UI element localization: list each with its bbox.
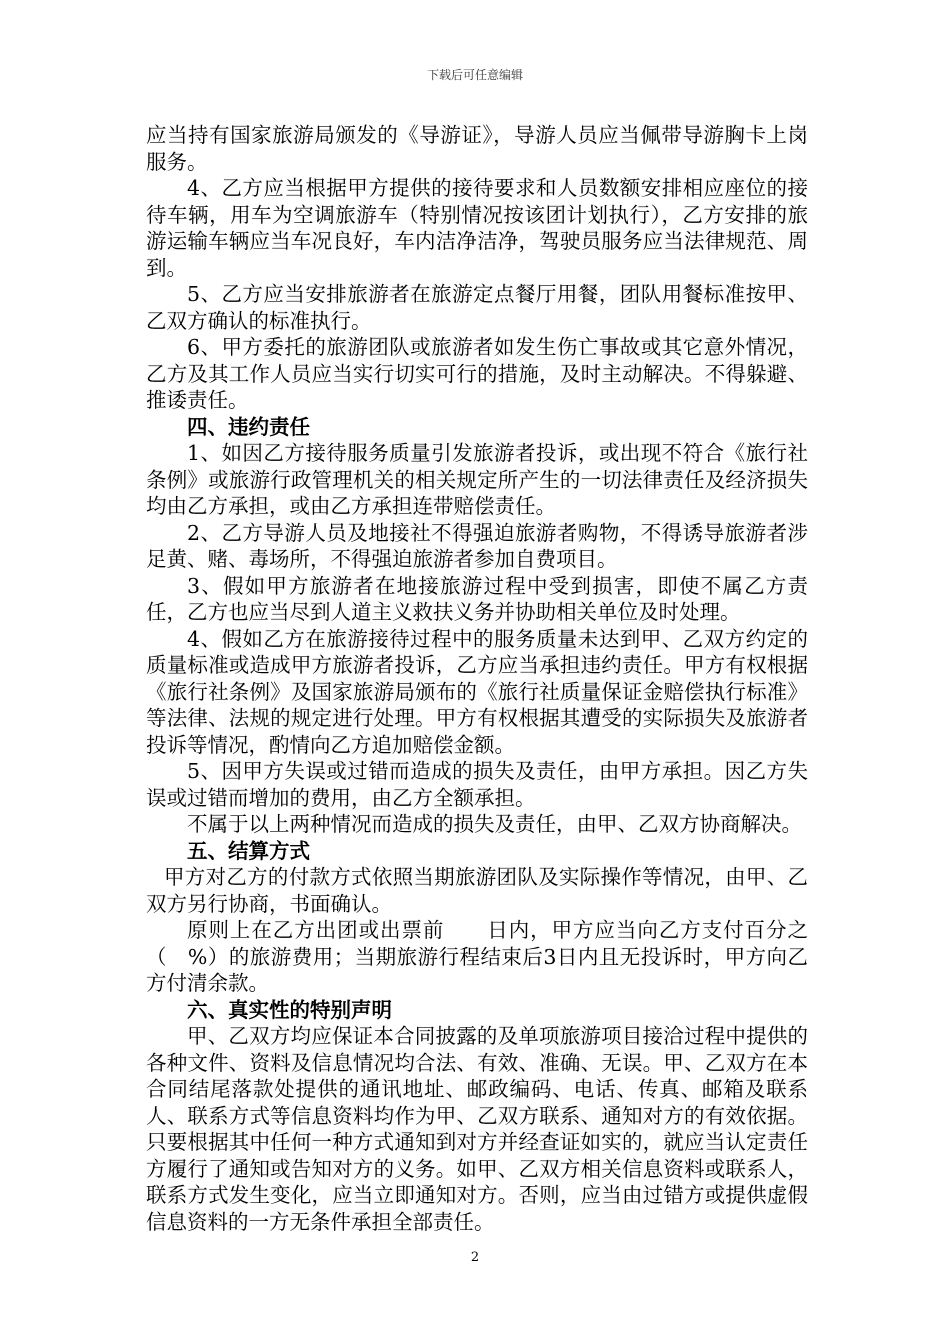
section-heading: 五、结算方式 bbox=[187, 838, 310, 863]
section-heading: 六、真实性的特别声明 bbox=[187, 997, 392, 1022]
paragraph: 4、乙方应当根据甲方提供的接待要求和人员数额安排相应座位的接待车辆，用车为空调旅游车（特别情况按该团计划执行），乙方安排的旅游运输车辆应当车况良好，车内洁净洁净，驾驶员服务应当法律规范、周到。 bbox=[146, 176, 808, 280]
paragraph: 应当持有国家旅游局颁发的《导游证》，导游人员应当佩带导游胸卡上岗服务。 bbox=[146, 123, 808, 174]
paragraph: 5、乙方应当安排旅游者在旅游定点餐厅用餐，团队用餐标准按甲、乙双方确认的标准执行。 bbox=[146, 282, 808, 333]
page-number: 2 bbox=[470, 1250, 480, 1265]
paragraph: 原则上在乙方出团或出票前 日内，甲方应当向乙方支付百分之 （ %）的旅游费用；当期旅游行程结束后3日内且无投诉时，甲方向乙方付清余款。 bbox=[146, 918, 829, 995]
paragraph: 不属于以上两种情况而造成的损失及责任，由甲、乙双方协商解决。 bbox=[187, 812, 802, 836]
paragraph: 5、因甲方失误或过错而造成的损失及责任，由甲方承担。因乙方失误或过错而增加的费用，由乙方全额承担。 bbox=[146, 759, 808, 810]
paragraph: 甲方对乙方的付款方式依照当期旅游团队及实际操作等情况，由甲、乙双方另行协商，书面确认。 bbox=[146, 865, 808, 916]
paragraph: 4、假如乙方在旅游接待过程中的服务质量未达到甲、乙双方约定的质量标准或造成甲方旅游者投诉，乙方应当承担违约责任。甲方有权根据《旅行社条例》及国家旅游局颁布的《旅行社质量保证金赔偿执行标准》等法律、法规的规定进行处理。甲方有权根据其遭受的实际损失及旅游者投诉等情况，酌情向乙方追加赔偿金额。 bbox=[146, 626, 808, 757]
paragraph: 6、甲方委托的旅游团队或旅游者如发生伤亡事故或其它意外情况，乙方及其工作人员应当实行切实可行的措施，及时主动解决。不得躲避、推诿责任。 bbox=[146, 335, 808, 412]
page-header: 下载后可任意编辑 bbox=[426, 68, 523, 82]
section-heading: 四、违约责任 bbox=[187, 414, 310, 439]
paragraph: 甲、乙双方均应保证本合同披露的及单项旅游项目接洽过程中提供的各种文件、资料及信息情况均合法、有效、准确、无误。甲、乙双方在本合同结尾落款处提供的通讯地址、邮政编码、电话、传真、邮箱及联系人、联系方式等信息资料均作为甲、乙双方联系、通知对方的有效依据。只要根据其中任何一种方式通知到对方并经查证如实的，就应当认定责任方履行了通知或告知对方的义务。如甲、乙双方相关信息资料或联系人，联系方式发生变化，应当立即通知对方。否则，应当由过错方或提供虚假信息资料的一方无条件承担全部责任。 bbox=[146, 1024, 808, 1234]
paragraph: 1、如因乙方接待服务质量引发旅游者投诉，或出现不符合《旅行社条例》或旅游行政管理机关的相关规定所产生的一切法律责任及经济损失均由乙方承担，或由乙方承担连带赔偿责任。 bbox=[146, 441, 808, 518]
paragraph: 3、假如甲方旅游者在地接旅游过程中受到损害，即使不属乙方责任，乙方也应当尽到人道主义救扶义务并协助相关单位及时处理。 bbox=[146, 573, 808, 624]
paragraph: 2、乙方导游人员及地接社不得强迫旅游者购物，不得诱导旅游者涉足黄、赌、毒场所，不得强迫旅游者参加自费项目。 bbox=[146, 520, 808, 571]
document-body bbox=[146, 122, 829, 1235]
